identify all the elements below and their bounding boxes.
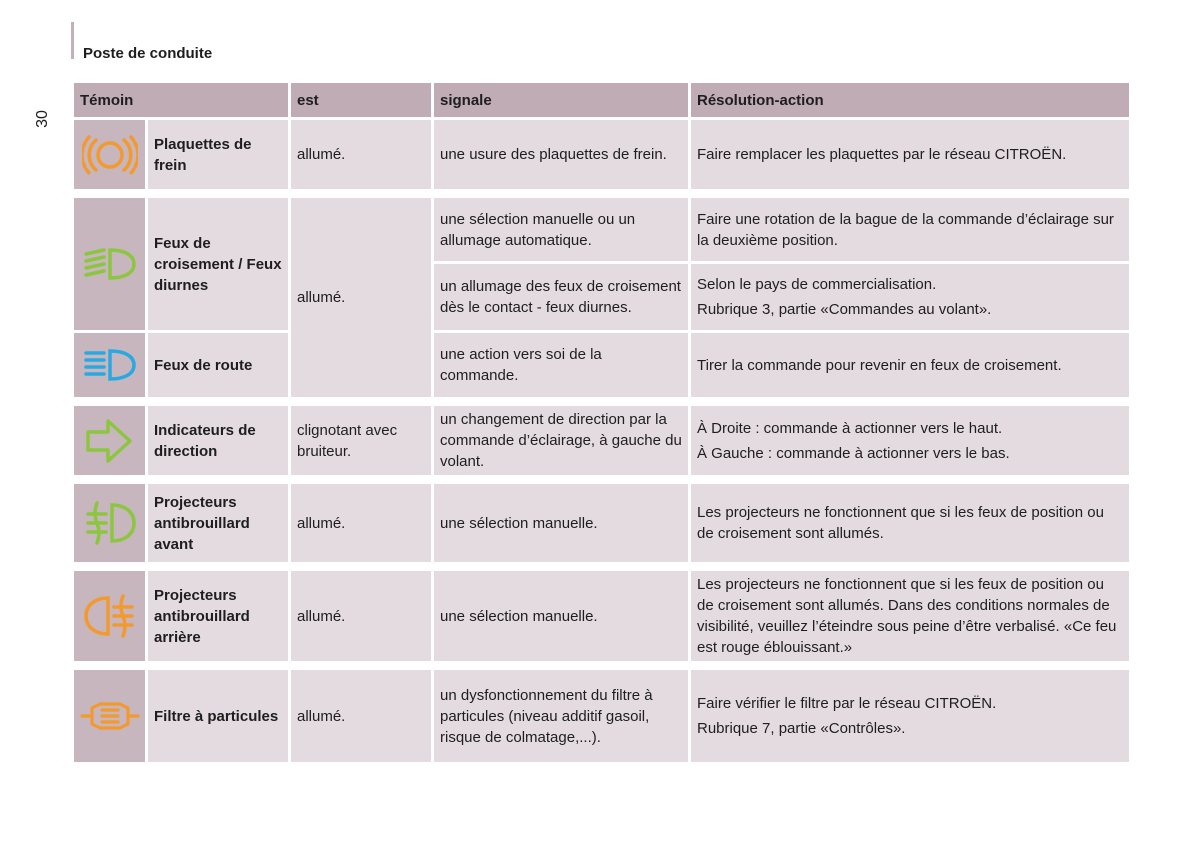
main-beam-icon-cell <box>73 332 147 399</box>
table-row <box>73 483 1131 564</box>
table-row <box>73 570 1131 663</box>
resolution-croisement-2a: Selon le pays de commercialisation. <box>697 276 937 293</box>
table-row <box>73 119 1131 191</box>
est-plaquettes: allumé. <box>290 119 433 191</box>
resolution-filtre-b: Rubrique 7, partie «Contrôles». <box>697 720 906 737</box>
signale-indicateurs: un changement de direction par la commande d’éclairage, à gauche du volant. <box>433 405 690 477</box>
particle-filter-icon-cell <box>73 669 147 764</box>
resolution-croisement-2b: Rubrique 3, partie «Commandes au volant». <box>697 301 992 318</box>
brake-pads-icon <box>82 130 138 180</box>
table-header-row <box>73 82 1131 119</box>
resolution-filtre-a: Faire vérifier le filtre par le réseau CITROËN. <box>697 695 997 712</box>
table-row <box>73 405 1131 477</box>
name-filtre: Filtre à particules <box>147 669 290 764</box>
resolution-plaquettes: Faire remplacer les plaquettes par le réseau CITROËN. <box>690 119 1131 191</box>
name-antibrouillard-avant: Projecteurs antibrouillard avant <box>147 483 290 564</box>
header-signale: signale <box>433 82 690 119</box>
table-row <box>73 669 1131 764</box>
signale-plaquettes: une usure des plaquettes de frein. <box>433 119 690 191</box>
signale-filtre: un dysfonctionnement du filtre à particules (niveau additif gasoil, risque de colmatage,...). <box>433 669 690 764</box>
resolution-filtre <box>690 669 1131 764</box>
front-fog-icon-cell <box>73 483 147 564</box>
particle-filter-icon <box>80 696 140 736</box>
resolution-indicateurs-a: À Droite : commande à actionner vers le haut. <box>697 419 1003 437</box>
signale-antibrouillard-arriere: une sélection manuelle. <box>433 570 690 663</box>
name-croisement: Feux de croisement / Feux diurnes <box>147 197 290 332</box>
name-antibrouillard-arriere: Projecteurs antibrouillard arrière <box>147 570 290 663</box>
header-temoin: Témoin <box>73 82 290 119</box>
resolution-indicateurs-b: À Gauche : commande à actionner vers le bas. <box>697 444 1010 462</box>
est-antibrouillard-arriere: allumé. <box>290 570 433 663</box>
signale-croisement-1: une sélection manuelle ou un allumage automatique. <box>433 197 690 263</box>
resolution-antibrouillard-avant: Les projecteurs ne fonctionnent que si les feux de position ou de croisement sont allumés. <box>690 483 1131 564</box>
resolution-indicateurs <box>690 405 1131 477</box>
name-route: Feux de route <box>147 332 290 399</box>
est-antibrouillard-avant: allumé. <box>290 483 433 564</box>
table-row <box>73 332 1131 399</box>
signale-croisement-2: un allumage des feux de croisement dès le contact - feux diurnes. <box>433 263 690 332</box>
dipped-beam-icon-cell <box>73 197 147 332</box>
est-indicateurs: clignotant avec bruiteur. <box>290 405 433 477</box>
signale-antibrouillard-avant: une sélection manuelle. <box>433 483 690 564</box>
est-filtre: allumé. <box>290 669 433 764</box>
brake-pads-icon-cell <box>73 119 147 191</box>
section-title: Poste de conduite <box>83 45 213 62</box>
signale-route: une action vers soi de la commande. <box>433 332 690 399</box>
resolution-route: Tirer la commande pour revenir en feux de croisement. <box>690 332 1131 399</box>
table-row <box>73 197 1131 263</box>
header-est: est <box>290 82 433 119</box>
resolution-croisement-2 <box>690 263 1131 332</box>
margin-rule <box>71 22 74 59</box>
warning-lights-table <box>71 80 1132 765</box>
direction-arrow-icon-cell <box>73 405 147 477</box>
page-number: 30 <box>34 110 51 128</box>
header-resolution: Résolution-action <box>690 82 1131 119</box>
resolution-antibrouillard-arriere: Les projecteurs ne fonctionnent que si les feux de position ou de croisement sont allumés. Dans des conditions normales de visibilité, veuillez l’éteindre sous peine d’être verbalisé. «Ce feu est rouge éblouissant.» <box>690 570 1131 663</box>
name-indicateurs: Indicateurs de direction <box>147 405 290 477</box>
est-croisement-route: allumé. <box>290 197 433 399</box>
front-fog-icon <box>82 499 138 547</box>
resolution-croisement-1: Faire une rotation de la bague de la commande d’éclairage sur la deuxième position. <box>690 197 1131 263</box>
direction-arrow-icon <box>84 417 136 465</box>
main-beam-icon <box>82 345 138 385</box>
rear-fog-icon <box>82 592 138 640</box>
rear-fog-icon-cell <box>73 570 147 663</box>
name-plaquettes: Plaquettes de frein <box>147 119 290 191</box>
dipped-beam-icon <box>82 244 138 284</box>
